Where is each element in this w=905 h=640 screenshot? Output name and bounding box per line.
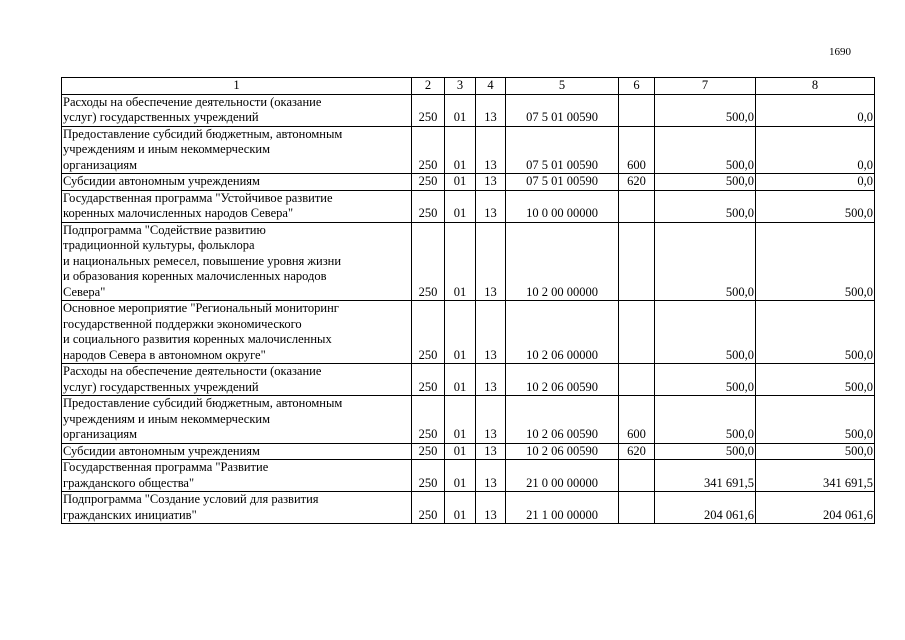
column-header: 1 [62, 78, 412, 95]
row-name-line: Подпрограмма "Содействие развитию [63, 222, 266, 237]
amount-cell: 500,0 [655, 364, 756, 396]
expense-type-cell [619, 222, 655, 301]
section-code-cell: 01 [445, 301, 476, 364]
section-code-cell: 01 [445, 126, 476, 174]
target-article-cell: 10 2 06 00000 [506, 301, 619, 364]
table-row [62, 301, 875, 364]
row-name-line: Расходы на обеспечение деятельности (оказание [63, 94, 322, 109]
row-name-line: Предоставление субсидий бюджетным, автономным [63, 396, 343, 410]
amount-cell: 500,0 [655, 301, 756, 364]
admin-code-cell: 250 [412, 94, 445, 126]
section-code-cell: 01 [445, 396, 476, 444]
column-header: 7 [655, 78, 756, 95]
row-name-line: коренных малочисленных народов Севера" [63, 206, 294, 220]
row-name-line: государственной поддержки экономического [63, 316, 302, 331]
row-name-line: учреждениям и иным некоммерческим [63, 411, 271, 426]
amount-cell: 500,0 [655, 222, 756, 301]
target-article-cell: 07 5 01 00590 [506, 126, 619, 174]
amount-cell: 0,0 [756, 94, 875, 126]
amount-cell: 341 691,5 [756, 460, 875, 492]
admin-code-cell: 250 [412, 396, 445, 444]
section-code-cell: 01 [445, 364, 476, 396]
row-name-line: организациям [63, 157, 138, 172]
target-article-cell: 07 5 01 00590 [506, 174, 619, 191]
expense-type-cell [619, 190, 655, 222]
row-name-line: народов Севера в автономном округе" [63, 347, 266, 362]
target-article-cell: 10 2 00 00000 [506, 222, 619, 301]
row-name-cell [62, 364, 412, 396]
target-article-cell: 10 2 06 00590 [506, 396, 619, 444]
table-row [62, 396, 875, 444]
expense-type-cell [619, 492, 655, 524]
subsection-code-cell: 13 [476, 396, 506, 444]
target-article-cell: 07 5 01 00590 [506, 94, 619, 126]
expense-type-cell [619, 94, 655, 126]
subsection-code-cell: 13 [476, 126, 506, 174]
row-name-cell [62, 443, 412, 460]
table-row [62, 460, 875, 492]
amount-cell: 500,0 [756, 364, 875, 396]
row-name-line: учреждениям и иным некоммерческим [63, 142, 271, 156]
expense-type-cell: 600 [619, 396, 655, 444]
expense-type-cell: 620 [619, 443, 655, 460]
row-name-line: Севера" [63, 284, 106, 299]
admin-code-cell: 250 [412, 222, 445, 301]
amount-cell: 204 061,6 [655, 492, 756, 524]
row-name-line: Расходы на обеспечение деятельности (оказание [63, 364, 322, 378]
row-name-line: гражданского общества" [63, 475, 195, 490]
target-article-cell: 10 2 06 00590 [506, 364, 619, 396]
table-body [62, 94, 875, 524]
table-row [62, 492, 875, 524]
row-name-line: Субсидии автономным учреждениям [63, 174, 260, 188]
subsection-code-cell: 13 [476, 301, 506, 364]
row-name-line: Основное мероприятие "Региональный мониторинг [63, 301, 339, 315]
row-name-line: традиционной культуры, фольклора [63, 238, 255, 252]
admin-code-cell: 250 [412, 460, 445, 492]
table-row [62, 443, 875, 460]
admin-code-cell: 250 [412, 174, 445, 191]
section-code-cell: 01 [445, 492, 476, 524]
amount-cell: 341 691,5 [655, 460, 756, 492]
expense-type-cell [619, 460, 655, 492]
amount-cell: 500,0 [756, 443, 875, 460]
expense-type-cell: 620 [619, 174, 655, 191]
subsection-code-cell: 13 [476, 190, 506, 222]
amount-cell: 500,0 [655, 190, 756, 222]
column-header: 4 [476, 78, 506, 95]
row-name-line: организациям [63, 427, 138, 441]
section-code-cell: 01 [445, 94, 476, 126]
admin-code-cell: 250 [412, 301, 445, 364]
page-number: 1690 [829, 46, 851, 58]
amount-cell: 500,0 [655, 126, 756, 174]
subsection-code-cell: 13 [476, 94, 506, 126]
table-row [62, 364, 875, 396]
row-name-cell [62, 190, 412, 222]
amount-cell: 500,0 [655, 396, 756, 444]
expense-type-cell [619, 364, 655, 396]
amount-cell: 500,0 [756, 301, 875, 364]
admin-code-cell: 250 [412, 190, 445, 222]
row-name-line: услуг) государственных учреждений [63, 379, 259, 394]
row-name-line: Государственная программа "Устойчивое развитие [63, 190, 333, 205]
section-code-cell: 01 [445, 190, 476, 222]
admin-code-cell: 250 [412, 126, 445, 174]
row-name-cell [62, 492, 412, 524]
row-name-line: и образования коренных малочисленных народов [63, 269, 327, 283]
row-name-line: Предоставление субсидий бюджетным, автономным [63, 126, 343, 141]
row-name-line: Государственная программа "Развитие [63, 460, 269, 474]
row-name-line: Субсидии автономным учреждениям [63, 443, 260, 458]
target-article-cell: 21 1 00 00000 [506, 492, 619, 524]
subsection-code-cell: 13 [476, 364, 506, 396]
table-row [62, 222, 875, 301]
table-row [62, 94, 875, 126]
column-header: 8 [756, 78, 875, 95]
table-row [62, 190, 875, 222]
row-name-cell [62, 222, 412, 301]
row-name-cell [62, 174, 412, 191]
section-code-cell: 01 [445, 443, 476, 460]
amount-cell: 0,0 [756, 174, 875, 191]
subsection-code-cell: 13 [476, 174, 506, 191]
subsection-code-cell: 13 [476, 492, 506, 524]
table-header-row [62, 78, 875, 95]
admin-code-cell: 250 [412, 443, 445, 460]
amount-cell: 500,0 [655, 443, 756, 460]
amount-cell: 0,0 [756, 126, 875, 174]
subsection-code-cell: 13 [476, 222, 506, 301]
subsection-code-cell: 13 [476, 443, 506, 460]
row-name-line: Подпрограмма "Создание условий для развития [63, 492, 319, 506]
admin-code-cell: 250 [412, 492, 445, 524]
row-name-cell [62, 301, 412, 364]
budget-table [61, 77, 875, 524]
row-name-cell [62, 126, 412, 174]
section-code-cell: 01 [445, 222, 476, 301]
amount-cell: 204 061,6 [756, 492, 875, 524]
amount-cell: 500,0 [756, 190, 875, 222]
section-code-cell: 01 [445, 460, 476, 492]
table-row [62, 126, 875, 174]
subsection-code-cell: 13 [476, 460, 506, 492]
row-name-line: и социального развития коренных малочисленных [63, 332, 332, 346]
target-article-cell: 10 0 00 00000 [506, 190, 619, 222]
column-header: 5 [506, 78, 619, 95]
row-name-cell [62, 460, 412, 492]
amount-cell: 500,0 [655, 174, 756, 191]
column-header: 2 [412, 78, 445, 95]
row-name-line: услуг) государственных учреждений [63, 110, 259, 124]
target-article-cell: 21 0 00 00000 [506, 460, 619, 492]
row-name-line: гражданских инициатив" [63, 507, 197, 522]
row-name-cell [62, 396, 412, 444]
amount-cell: 500,0 [756, 222, 875, 301]
amount-cell: 500,0 [756, 396, 875, 444]
table-row [62, 174, 875, 191]
amount-cell: 500,0 [655, 94, 756, 126]
column-header: 6 [619, 78, 655, 95]
target-article-cell: 10 2 06 00590 [506, 443, 619, 460]
section-code-cell: 01 [445, 174, 476, 191]
admin-code-cell: 250 [412, 364, 445, 396]
row-name-line: и национальных ремесел, повышение уровня жизни [63, 253, 342, 268]
expense-type-cell: 600 [619, 126, 655, 174]
expense-type-cell [619, 301, 655, 364]
row-name-cell [62, 94, 412, 126]
column-header: 3 [445, 78, 476, 95]
